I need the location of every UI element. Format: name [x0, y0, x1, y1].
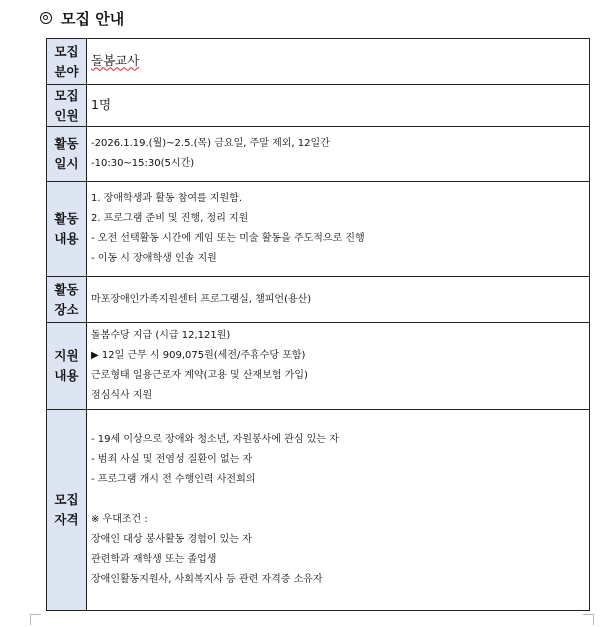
page-corner-mark	[583, 614, 594, 625]
qual-line: - 프로그램 개시 전 수행인력 사전회의	[91, 474, 256, 485]
value-support	[87, 323, 590, 410]
support-line: 근로형태 일용근로자 계약(고용 및 산재보험 가입)	[91, 370, 308, 381]
value-qual	[87, 410, 590, 611]
period-line: -2026.1.19.(월)~2.5.(목) 금요일, 주말 제외, 12일간	[91, 138, 330, 149]
row-qual	[47, 410, 590, 611]
qual-line: ※ 우대조건 :	[91, 514, 148, 525]
label-line: 모집	[54, 43, 79, 59]
label-line: 분야	[54, 63, 79, 79]
count-value: 1명	[91, 96, 112, 112]
section-title: 모집 안내	[61, 9, 125, 28]
label-line: 장소	[54, 301, 79, 317]
qual-line: - 범죄 사실 및 전염성 질환이 없는 자	[91, 454, 253, 465]
value-content	[87, 182, 590, 277]
label-place	[47, 277, 87, 323]
label-line: 내용	[54, 231, 79, 246]
label-line: 활동	[54, 211, 79, 226]
content-line: - 오전 선택활동 시간에 게임 또는 미술 활동을 주도적으로 진행	[91, 233, 365, 244]
qual-line: 장애인활동지원사, 사회복지사 등 관련 자격증 소유자	[91, 574, 323, 585]
label-line: 인원	[54, 107, 79, 123]
label-line: 일시	[54, 156, 79, 171]
row-place	[47, 277, 590, 323]
content-line: 1. 장애학생과 활동 참여를 지원함.	[91, 193, 243, 204]
page-corner-mark	[30, 614, 41, 625]
value-period	[87, 127, 590, 182]
row-support	[47, 323, 590, 410]
period-line: -10:30~15:30(5시간)	[91, 158, 195, 169]
value-count	[87, 85, 590, 127]
row-content	[47, 182, 590, 277]
value-field	[87, 39, 590, 85]
qual-line: - 19세 이상으로 장애와 청소년, 자원봉사에 관심 있는 자	[91, 434, 339, 445]
label-content	[47, 182, 87, 277]
section-heading	[40, 8, 124, 28]
label-line: 내용	[54, 368, 79, 383]
label-line: 모집	[54, 492, 79, 507]
place-value: 마포장애인가족지원센터 프로그램실, 챔피언(용산)	[91, 293, 312, 305]
label-line: 자격	[54, 512, 79, 527]
label-support	[47, 323, 87, 410]
support-line: 돌봄수당 지급 (시급 12,121원)	[91, 330, 231, 341]
qual-line: 관련학과 재학생 또는 졸업생	[91, 554, 217, 565]
label-line: 지원	[54, 348, 79, 363]
content-line: 2. 프로그램 준비 및 진행, 정리 지원	[91, 213, 249, 224]
support-line: ▶ 12일 근무 시 909,075원(세전/주휴수당 포함)	[91, 350, 306, 361]
label-line: 활동	[54, 136, 79, 151]
double-circle-icon	[40, 12, 52, 24]
content-line: - 이동 시 장애학생 인솔 지원	[91, 253, 217, 264]
row-field	[47, 39, 590, 85]
value-place	[87, 277, 590, 323]
label-qual	[47, 410, 87, 611]
row-period	[47, 127, 590, 182]
recruitment-info-table	[46, 38, 590, 611]
label-line: 활동	[54, 281, 79, 297]
label-period	[47, 127, 87, 182]
label-count	[47, 85, 87, 127]
field-value: 돌봄교사	[91, 52, 140, 68]
support-line: 점심식사 지원	[91, 390, 153, 401]
row-count	[47, 85, 590, 127]
label-line: 모집	[54, 87, 79, 103]
label-field	[47, 39, 87, 85]
qual-line: 장애인 대상 봉사활동 경험이 있는 자	[91, 534, 252, 545]
